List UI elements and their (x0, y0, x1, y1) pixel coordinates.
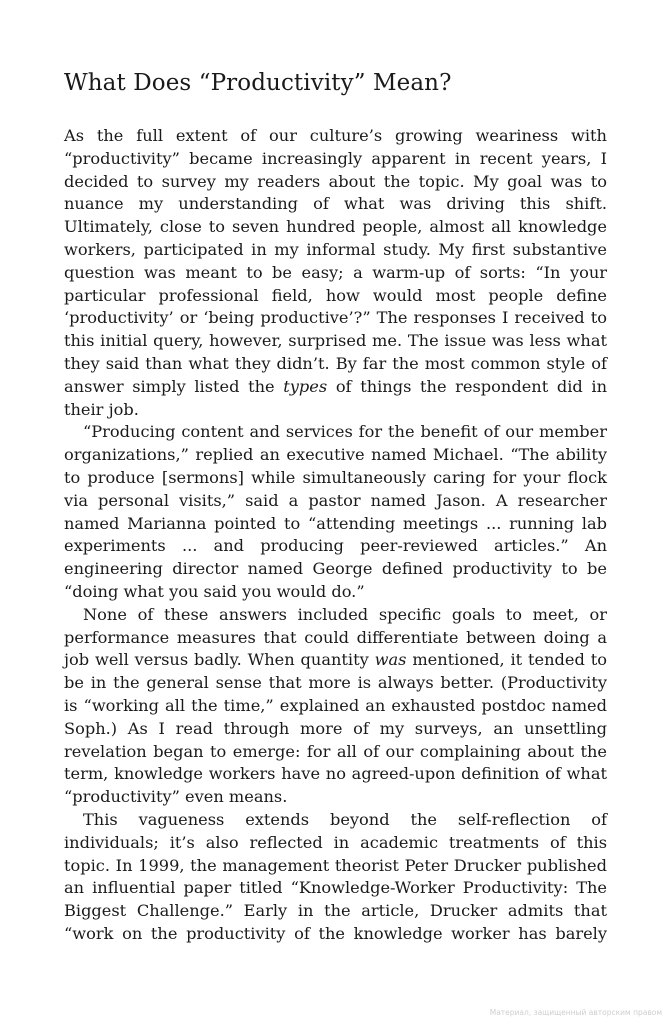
paragraph-3-text-start: None of these answers included specific goals to meet, or performance measures that could differentiate between doing a job well versus badly. When quantity (64, 604, 607, 670)
paragraph-3-emphasis: was (374, 650, 407, 670)
copyright-watermark: Материал, защищенный авторским правом (489, 1008, 662, 1017)
paragraph-2: “Producing content and services for the benefit of our member organizations,” replied an executive named Michael. “The ability to produce [sermons] while simultaneously caring for your flock via personal visits,” said a pastor named Jason. A researcher named Marianna pointed to “attending meetings ... running lab experiments ... and producing peer-reviewed articles.” An engineering director named George defined productivity to be “doing what you said you would do.” (64, 422, 607, 601)
section-heading: What Does “Productivity” Mean? (64, 70, 452, 96)
paragraph-1 (64, 125, 607, 421)
book-page (64, 66, 607, 946)
body-text (64, 125, 607, 946)
paragraph-1-text-end: of things the respondent did in their job. (64, 376, 608, 419)
paragraph-1-text-start: As the full extent of our culture’s growing weariness with “productivity” became increasingly apparent in recent years, I decided to survey my readers about the topic. My goal was to nuance my understanding of what was driving this shift. Ultimately, close to seven hundred people, almost all knowledge workers, participated in my informal study. My first substantive question was meant to be easy; a warm-up of sorts: “In your particular professional field, how would most people define ‘productivity’ or ‘being productive’?” The responses I received to this initial query, however, surprised me. The issue was less what they said than what they didn’t. By far the most common style of answer simply listed the (64, 126, 607, 396)
paragraph-3-text-end: mentioned, it tended to be in the general sense that more is always better. (Productivity is “working all the time,” explained an exhausted postdoc named Soph.) As I read through more of my surveys, an unsettling revelation began to emerge: for all of our complaining about the term, knowledge workers have no agreed-upon definition of what “productivity” even means. (64, 650, 607, 807)
paragraph-1-emphasis: types (283, 376, 328, 396)
paragraph-3 (64, 604, 607, 809)
paragraph-4: This vagueness extends beyond the self-reflection of individuals; it’s also reflected in academic treatments of this topic. In 1999, the management theorist Peter Drucker published an influential paper titled “Knowledge-Worker Productivity: The Biggest Challenge.” Early in the article, Drucker admits that “work on the productivity of the knowledge worker has barely (64, 809, 607, 943)
